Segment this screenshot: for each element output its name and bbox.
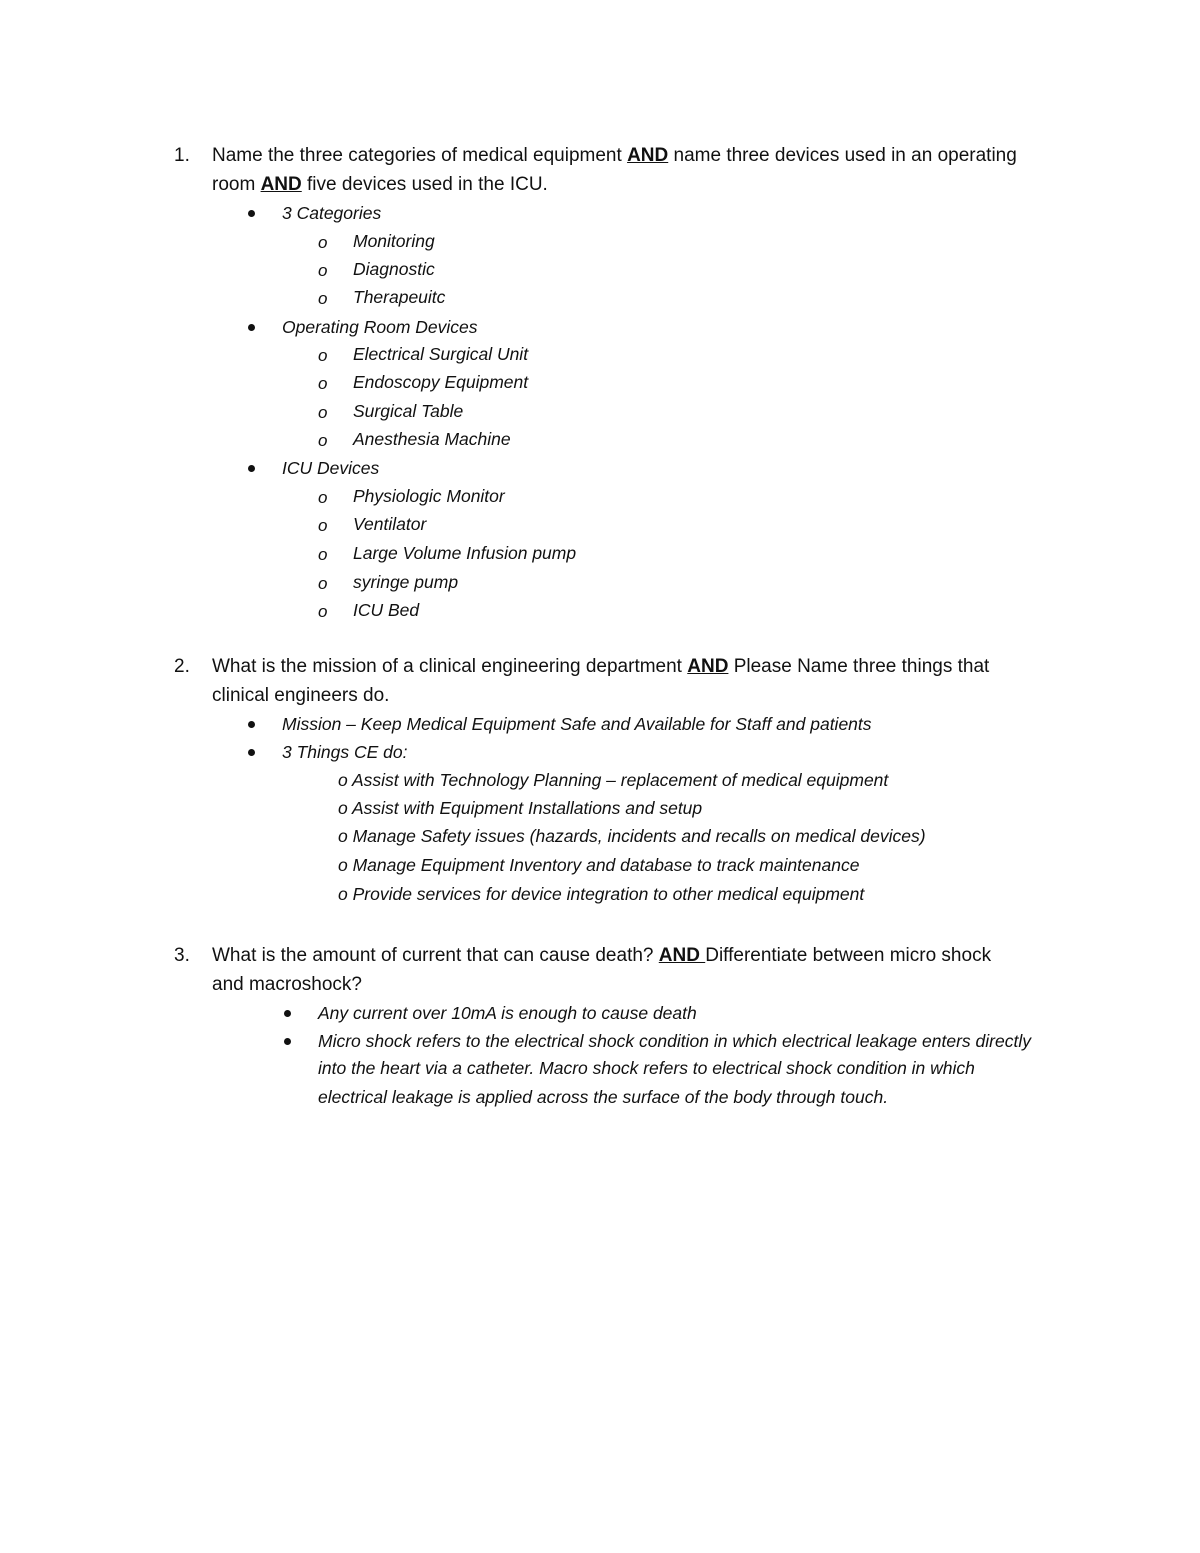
- bullet-icon: [248, 465, 255, 472]
- q1-text: room: [212, 174, 261, 195]
- q3-line2: and macroshock?: [212, 974, 362, 995]
- circle-marker-icon: o: [338, 826, 348, 846]
- q1-line2: [212, 174, 548, 196]
- q2-number: 2.: [174, 656, 190, 677]
- circle-marker-icon: o: [318, 403, 328, 422]
- q3-answer2-line1: Micro shock refers to the electrical shock condition in which electrical leakage enters directly: [318, 1031, 1031, 1051]
- list-item-text: Assist with Equipment Installations and setup: [351, 798, 703, 818]
- circle-marker-icon: o: [318, 516, 328, 535]
- q1-and: AND: [627, 145, 669, 166]
- circle-marker-icon: o: [318, 488, 328, 507]
- q1-group-label: 3 Categories: [282, 203, 382, 223]
- circle-marker-icon: o: [318, 602, 328, 621]
- q3-answer1: Any current over 10mA is enough to cause death: [318, 1003, 697, 1023]
- list-item: Monitoring: [353, 231, 435, 251]
- list-item-text: Provide services for device integration to other medical equipment: [352, 884, 865, 904]
- circle-marker-icon: o: [338, 798, 348, 818]
- q3-line1: [212, 945, 991, 967]
- list-item-text: Assist with Technology Planning – replacement of medical equipment: [351, 770, 889, 790]
- bullet-icon: [284, 1038, 291, 1045]
- circle-marker-icon: o: [318, 374, 328, 393]
- list-item: Large Volume Infusion pump: [353, 543, 577, 563]
- q2-and: AND: [687, 656, 729, 677]
- list-item: Therapeuitc: [353, 287, 446, 307]
- circle-marker-icon: o: [318, 233, 328, 252]
- circle-marker-icon: o: [318, 261, 328, 280]
- bullet-icon: [248, 210, 255, 217]
- q2-text: Please Name three things that: [728, 656, 990, 677]
- q3-text: What is the amount of current that can cause death?: [212, 945, 659, 966]
- list-item: [338, 798, 702, 819]
- circle-marker-icon: o: [338, 770, 348, 790]
- bullet-icon: [248, 324, 255, 331]
- bullet-icon: [248, 749, 255, 756]
- circle-marker-icon: o: [338, 855, 348, 875]
- q1-text: five devices used in the ICU.: [301, 174, 548, 195]
- list-item: [338, 855, 859, 876]
- q2-line1: [212, 656, 989, 678]
- list-item: ICU Bed: [353, 600, 420, 620]
- list-item: Surgical Table: [353, 401, 464, 421]
- list-item: Diagnostic: [353, 259, 435, 279]
- q3-and: AND: [658, 945, 706, 966]
- list-item-text: Manage Equipment Inventory and database to track maintenance: [352, 855, 860, 875]
- q1-text: Name the three categories of medical equipment: [212, 145, 628, 166]
- q2-text: What is the mission of a clinical engineering department: [212, 656, 688, 677]
- q1-text: name three devices used in an operating: [668, 145, 1017, 166]
- list-item: Anesthesia Machine: [353, 429, 511, 449]
- list-item-text: Manage Safety issues (hazards, incidents and recalls on medical devices): [352, 826, 926, 846]
- list-item: Electrical Surgical Unit: [353, 344, 529, 364]
- bullet-icon: [284, 1010, 291, 1017]
- bullet-icon: [248, 721, 255, 728]
- list-item: [338, 826, 926, 847]
- circle-marker-icon: o: [318, 574, 328, 593]
- q1-number: 1.: [174, 145, 190, 166]
- q1-group-label: ICU Devices: [282, 458, 380, 478]
- circle-marker-icon: o: [318, 545, 328, 564]
- circle-marker-icon: o: [318, 289, 328, 308]
- list-item: Endoscopy Equipment: [353, 372, 529, 392]
- circle-marker-icon: o: [318, 346, 328, 365]
- list-item: [338, 884, 864, 905]
- q3-answer2-line2: into the heart via a catheter. Macro shock refers to electrical shock condition in which: [318, 1058, 975, 1078]
- circle-marker-icon: o: [318, 431, 328, 450]
- list-item: Ventilator: [353, 514, 427, 534]
- q1-and: AND: [260, 174, 302, 195]
- list-item: Physiologic Monitor: [353, 486, 505, 506]
- q3-answer2-line3: electrical leakage is applied across the surface of the body through touch.: [318, 1087, 889, 1107]
- q2-line2: clinical engineers do.: [212, 685, 390, 706]
- q2-things-label: 3 Things CE do:: [282, 742, 408, 762]
- q2-mission: Mission – Keep Medical Equipment Safe and Available for Staff and patients: [282, 714, 872, 734]
- q1-group-label: Operating Room Devices: [282, 317, 478, 337]
- list-item: [338, 770, 888, 791]
- circle-marker-icon: o: [338, 884, 348, 904]
- q3-text: Differentiate between micro shock: [705, 945, 992, 966]
- list-item: syringe pump: [353, 572, 459, 592]
- q3-number: 3.: [174, 945, 190, 966]
- q1-line1: [212, 145, 1017, 167]
